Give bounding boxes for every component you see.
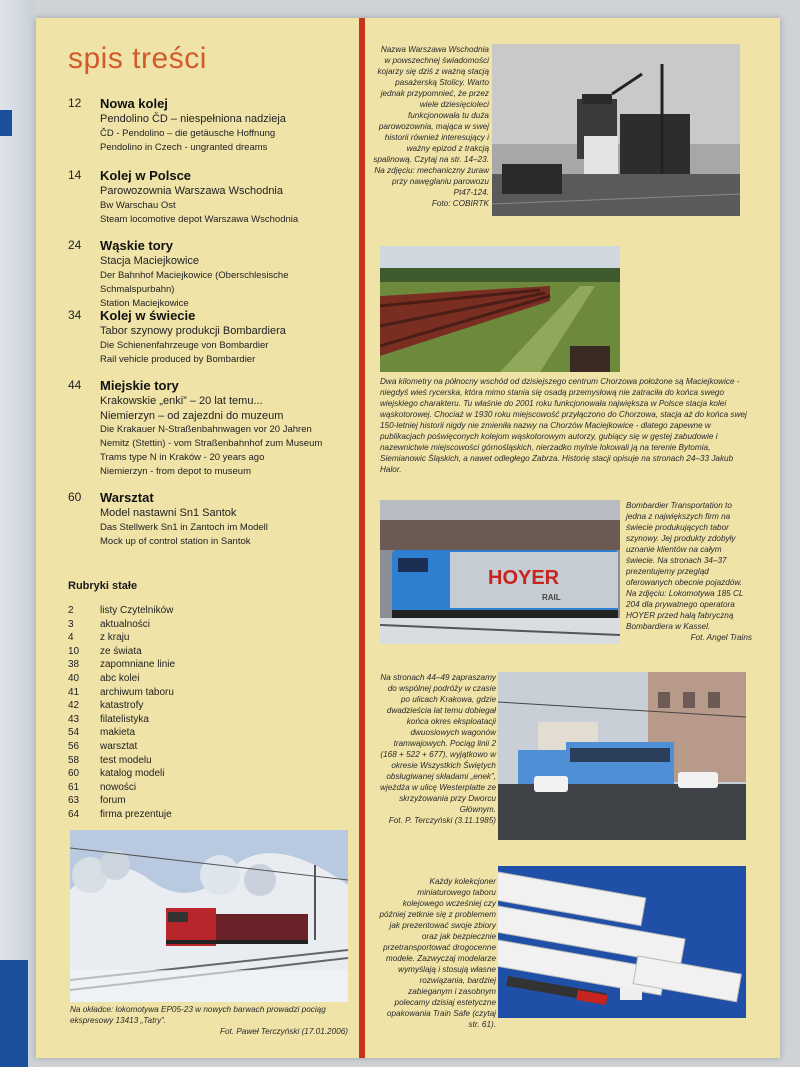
rubryki-item (68, 686, 268, 700)
toc-article-translation: Der Bahnhof Maciejkowice (Oberschlesische Schmalspurbahn) (100, 269, 289, 295)
toc-page-number: 12 (68, 96, 82, 110)
rubryki-page: 56 (68, 741, 80, 752)
toc-article-title: Krakowskie „enki” – 20 lat temu... (100, 395, 263, 407)
toc-article-translation: Station Maciejkowice (100, 297, 189, 309)
photo-hoyer-locomotive (380, 500, 620, 644)
rubryki-item (68, 726, 268, 740)
rubryki-name: z kraju (100, 632, 130, 644)
magazine-page (36, 18, 780, 1058)
rubryki-page: 63 (68, 795, 80, 807)
rubryki-page: 64 (68, 809, 80, 820)
rubryki-page: 42 (68, 700, 80, 712)
rubryki-item (68, 794, 268, 808)
rubryki-page: 2 (68, 605, 74, 616)
rubryki-item (68, 781, 268, 795)
rubryki-name: ze świata (100, 645, 142, 657)
photo-krakow-tram (498, 672, 746, 840)
rubryki-item (68, 658, 268, 672)
rubryki-page: 4 (68, 632, 74, 644)
toc-article-title: Stacja Maciejkowice (100, 255, 200, 267)
toc-article-title: Model nastawni Sn1 Santok (100, 507, 237, 519)
loco-brand-text: HOYER (488, 567, 560, 589)
rubryki-title: Rubryki stałe (68, 580, 138, 592)
rubryki-page: 54 (68, 727, 80, 739)
toc-page-number: 24 (68, 238, 82, 252)
toc-article-translation: Die Krakauer N-Straßenbahnwagen vor 20 Jahren (100, 424, 312, 435)
rubryki-page: 38 (68, 659, 80, 671)
rubryki-page: 3 (68, 618, 74, 630)
toc-article-title: Parowozownia Warszawa Wschodnia (100, 185, 283, 197)
toc-article-translation: Rail vehicle produced by Bombardier (100, 353, 256, 365)
rubryki-name: katalog modeli (100, 768, 165, 780)
toc-article-translation: Steam locomotive depot Warszawa Wschodnia (100, 213, 299, 225)
rubryki-name: listy Czytelników (100, 605, 174, 616)
toc-article-translation: Die Schienenfahrzeuge von Bombardier (100, 339, 269, 351)
toc-article-title: Tabor szynowy produkcji Bombardiera (100, 325, 286, 337)
rubryki-item (68, 767, 268, 781)
caption-maciejkowice: Dwa kilometry na północny wschód od dzisiejszego centrum Chorzowa położone są Maciejkowice - niegdyś wieś rycerska, która mimo stania się osadą przemysłową nie zatraciła do końca swego wiejskiego charakteru. Tu właśnie do 2001 roku funkcjonowała największa w Polsce stacja kolei wąskotorowej. Chociaż w 1930 roku miejscowość przyłączono do Chorzowa, stacja aż do końca swej 150-letniej historii nigdy nie zmieniła nazwy na Chorzów Maciejkowice - dlatego zapewne w publikacjach poświęconych kolejom wąskotorowym autorzy, gubiący się w gęstej zabudowie i nazewnictwie miejscowości górnośląskich, nierzadko mylnie lokowali ją na terenie Bytomia, Siemianowic Śląskich, a nawet odległego Zabrza. Historię stacji opisuje na stronach 24–33 Jakub Halor. (380, 377, 747, 474)
caption-trainsafe: Każdy kolekcjoner miniaturowego taboru kolejowego wcześniej czy później zetknie się z problemem jak prezentować swoje zbiory oraz jak bezpiecznie przetransportować drogocenne modele. Zazwyczaj modelarze wymyślają i stosują własne rozwiązania, bardziej zabieganym i zasobnym polecamy dzisiaj estetyczne opakowania Train Safe (czytaj str. 61). (379, 877, 496, 1029)
toc-section-title: Wąskie tory (100, 238, 173, 253)
rubryki-item (68, 645, 268, 659)
toc-article-translation: Pendolino in Czech - ungranted dreams (100, 141, 268, 153)
rubryki-name: archiwum taboru (100, 686, 174, 698)
rubryki-name: abc kolei (100, 673, 140, 684)
caption-krakow: Na stronach 44–49 zapraszamy do wspólnej podróży w czasie po ulicach Krakowa, gdzie dwadzieścia lat temu dobiegał końca okres eksploatacji dwuosiowych wagonów tramwajowych. Pociąg linii 2 (168 + 522 + 677), wyjątkowo w okresie Wszystkich Świętych obsługiwanej składami „enek”, wjeżdża w ulicę Westerplatte ze skrzyżowania przy Dworcu Głównym. Fot. P. Terczyński (3.11.1985) (380, 673, 496, 825)
rubryki-page: 40 (68, 673, 80, 684)
toc-page-number: 44 (68, 378, 82, 392)
photo-maciejkowice-yard (380, 246, 620, 372)
rubryki-page: 58 (68, 754, 80, 766)
rubryki-page: 41 (68, 686, 80, 698)
rubryki-page: 10 (68, 645, 80, 657)
rubryki-item (68, 618, 268, 632)
caption-warszawa: Nazwa Warszawa Wschodnia w powszechnej świadomości kojarzy się dziś z ważną stacją pasażerską Stolicy. Warto jednak przypomnieć, że przez wiele dziesięcioleci funkcjonowała tu duża parowozownia, mająca w swej historii również interesujący i ważny epizod z trakcją spalinową. Czytaj na str. 14–23. Na zdjęciu: mechaniczny żuraw przy nawęglaniu parowozu Pt47-124. Foto: COBIRTK (373, 45, 489, 208)
toc-section-title: Warsztat (100, 490, 154, 505)
toc-article-translation: Niemierzyn - from depot to museum (100, 466, 251, 477)
toc-article-translation: Nemitz (Stettin) - vom Straßenbahnhof zum Museum (100, 438, 323, 449)
toc-page-number: 34 (68, 308, 82, 322)
rubryki-name: firma prezentuje (100, 809, 172, 820)
toc-section-title: Miejskie tory (100, 378, 179, 393)
toc-article-translation: Mock up of control station in Santok (100, 535, 251, 547)
rubryki-item (68, 672, 268, 686)
toc-article-translation: Das Stellwerk Sn1 in Zantoch im Modell (100, 521, 268, 533)
toc-page-number: 60 (68, 490, 82, 504)
caption-bombardier: Bombardier Transportation to jedna z największych firm na świecie produkujących tabor szynowy. Jej produkty zdobyły uznanie klientów na całym świecie. Na stronach 34–37 prezentujemy przegląd oferowanych obecnie pojazdów. Na zdjęciu: Lokomotywa 185 CL 204 dla prywatnego operatora HOYER przed halą fabryczną Bombardiera w Kassel. Fot. Angel Trains (626, 501, 752, 642)
rubryki-name: aktualności (100, 618, 151, 630)
toc-section-title: Kolej w Polsce (100, 168, 192, 183)
toc-section-title: Nowa kolej (100, 96, 168, 111)
adjacent-page-edge (0, 0, 34, 1067)
photo-trainsafe-boxes (498, 866, 746, 1018)
rubryki-item (68, 740, 268, 754)
rubryki-name: warsztat (100, 741, 138, 752)
loco-sub-text: RAIL (542, 593, 561, 602)
rubryki-item (68, 713, 268, 727)
toc-section-title: Kolej w świecie (100, 308, 196, 323)
toc-article-title: Niemierzyn – od zajezdni do muzeum (100, 409, 284, 422)
rubryki-page: 61 (68, 781, 80, 793)
cover-caption: Na okładce: lokomotywa EP05-23 w nowych barwach prowadzi pociąg ekspresowy 13413 „Tatry”. Fot. Paweł Terczyński (17.01.2006) (70, 1005, 348, 1036)
toc-article-title: Pendolino ČD – niespełniona nadzieja (100, 113, 286, 125)
toc-article-translation: ČD - Pendolino – die getäusche Hoffnung (100, 127, 276, 139)
toc-article-translation: Bw Warschau Ost (100, 199, 176, 211)
rubryki-item (68, 604, 268, 618)
toc-article-translation: Trams type N in Kraków - 20 years ago (100, 452, 265, 463)
rubryki-name: nowości (100, 781, 137, 793)
toc-page-number: 14 (68, 168, 82, 182)
rubryki-item (68, 754, 268, 768)
toc-title: spis treści (68, 42, 207, 75)
rubryki-name: makieta (100, 727, 136, 739)
rubryki-name: test modelu (100, 754, 152, 766)
rubryki-item (68, 631, 268, 645)
rubryki-page: 43 (68, 713, 80, 725)
rubryki-page: 60 (68, 768, 80, 780)
rubryki-item (68, 808, 268, 822)
rubryki-name: filatelistyka (100, 713, 149, 725)
rubryki-item (68, 699, 268, 713)
rubryki-name: katastrofy (100, 700, 144, 712)
cover-photo (70, 830, 348, 1002)
photo-warszawa-depot (492, 44, 740, 216)
rubryki-name: forum (100, 795, 126, 807)
rubryki-name: zapomniane linie (100, 659, 176, 671)
